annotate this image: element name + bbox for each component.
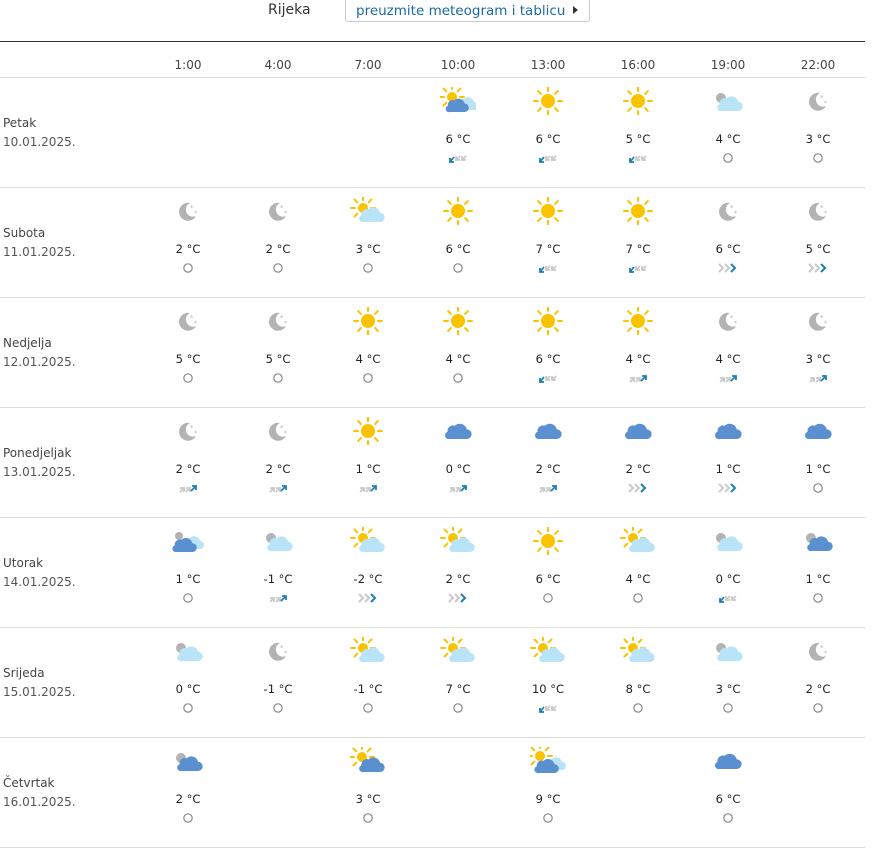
nw-wind-icon [536, 370, 560, 386]
moon-icon [260, 197, 296, 225]
ne-wind-icon [446, 480, 470, 496]
hours-header [0, 58, 877, 78]
temperature: 3 °C [355, 792, 381, 806]
day-date: 15.01.2025. [3, 685, 76, 699]
svg-text:*: * [284, 430, 287, 437]
svg-text:*: * [190, 314, 194, 322]
moon-icon [170, 417, 206, 445]
svg-text:*: * [194, 430, 197, 437]
moon-cloud-icon [800, 527, 836, 555]
sun-icon [440, 197, 476, 225]
sun-cloud-cloud-icon [440, 87, 476, 115]
temperature: 5 °C [175, 352, 201, 366]
temperature: 0 °C [445, 462, 471, 476]
day-name: Ponedjeljak [3, 446, 72, 460]
svg-text:*: * [190, 424, 194, 432]
moon-icon [800, 307, 836, 335]
temperature: 1 °C [355, 462, 381, 476]
sun-icon [620, 307, 656, 335]
svg-text:*: * [280, 204, 284, 212]
forecast-cell [238, 298, 318, 408]
moon-icon [710, 307, 746, 335]
forecast-cell [418, 188, 498, 298]
temperature: 5 °C [625, 132, 651, 146]
hour-label: 4:00 [264, 58, 292, 72]
moon-icon [800, 87, 836, 115]
hour-label: 7:00 [354, 58, 382, 72]
cloudy-icon [170, 527, 206, 555]
calm-icon [356, 370, 380, 386]
partly-cloudy-icon [710, 527, 746, 555]
temperature: 7 °C [445, 682, 471, 696]
temperature: 9 °C [535, 792, 561, 806]
day-name: Petak [3, 116, 37, 130]
temperature: 7 °C [535, 242, 561, 256]
day-name: Subota [3, 226, 46, 240]
forecast-cell [328, 298, 408, 408]
temperature: 4 °C [715, 132, 741, 146]
temperature: 6 °C [445, 242, 471, 256]
forecast-cell [598, 78, 678, 188]
day-row [0, 298, 877, 408]
svg-text:*: * [730, 314, 734, 322]
day-date: 12.01.2025. [3, 355, 76, 369]
download-meteogram-button[interactable] [345, 0, 590, 22]
forecast-cell [328, 628, 408, 738]
moon-icon [800, 637, 836, 665]
sun-icon [350, 417, 386, 445]
forecast-cell [598, 298, 678, 408]
temperature: 2 °C [175, 462, 201, 476]
forecast-cell [688, 628, 768, 738]
svg-text:*: * [280, 424, 284, 432]
svg-text:*: * [824, 100, 827, 107]
calm-icon [176, 260, 200, 276]
moon-icon [170, 197, 206, 225]
sun-cloud-icon [350, 527, 386, 555]
nw-wind-icon [716, 590, 740, 606]
calm-icon [806, 700, 830, 716]
forecast-cell [688, 408, 768, 518]
svg-text:*: * [284, 210, 287, 217]
forecast-cell [328, 408, 408, 518]
svg-text:*: * [824, 320, 827, 327]
temperature: 4 °C [625, 572, 651, 586]
ne-wind-icon [176, 480, 200, 496]
row-divider [0, 847, 865, 848]
sun-icon [530, 197, 566, 225]
temperature: 4 °C [715, 352, 741, 366]
temperature: 1 °C [715, 462, 741, 476]
partly-cloudy-icon [170, 637, 206, 665]
svg-text:*: * [280, 644, 284, 652]
sun-cloud-icon [440, 527, 476, 555]
svg-text:*: * [280, 314, 284, 322]
temperature: 6 °C [715, 242, 741, 256]
forecast-cell [688, 738, 768, 848]
forecast-cell [508, 738, 588, 848]
calm-icon [716, 810, 740, 826]
forecast-cell [148, 188, 228, 298]
calm-icon [446, 370, 470, 386]
svg-text:*: * [820, 94, 824, 102]
temperature: 4 °C [445, 352, 471, 366]
e-wind-icon [626, 480, 650, 496]
day-name: Utorak [3, 556, 44, 570]
moon-icon [710, 197, 746, 225]
forecast-cell [598, 188, 678, 298]
temperature: 3 °C [805, 132, 831, 146]
calm-icon [176, 590, 200, 606]
forecast-cell [148, 628, 228, 738]
temperature: 6 °C [445, 132, 471, 146]
cloud-icon [710, 417, 746, 445]
sun-icon [620, 87, 656, 115]
sun-icon [350, 307, 386, 335]
nw-wind-icon [536, 700, 560, 716]
download-meteogram-label: preuzmite meteogram i tablicu [356, 3, 566, 19]
temperature: 2 °C [535, 462, 561, 476]
forecast-cell [688, 518, 768, 628]
temperature: 5 °C [265, 352, 291, 366]
temperature: 3 °C [715, 682, 741, 696]
forecast-cell [508, 188, 588, 298]
day-row [0, 738, 877, 848]
city-name: Rijeka [268, 2, 311, 18]
hour-label: 10:00 [440, 58, 476, 72]
svg-text:*: * [284, 320, 287, 327]
cloud-icon [620, 417, 656, 445]
sun-icon [530, 307, 566, 335]
forecast-cell [238, 408, 318, 518]
temperature: 6 °C [535, 352, 561, 366]
nw-wind-icon [536, 260, 560, 276]
sun-cloud-icon [530, 637, 566, 665]
forecast-cell [778, 78, 858, 188]
partly-cloudy-icon [260, 527, 296, 555]
forecast-cell [778, 628, 858, 738]
forecast-cell [238, 628, 318, 738]
svg-text:*: * [194, 320, 197, 327]
e-wind-icon [446, 590, 470, 606]
svg-text:*: * [824, 650, 827, 657]
nw-wind-icon [626, 150, 650, 166]
calm-icon [356, 260, 380, 276]
day-date: 10.01.2025. [3, 135, 76, 149]
temperature: 10 °C [531, 682, 565, 696]
nw-wind-icon [446, 150, 470, 166]
forecast-cell [778, 188, 858, 298]
temperature: 0 °C [715, 572, 741, 586]
svg-text:*: * [190, 204, 194, 212]
calm-icon [626, 590, 650, 606]
cloud-icon [440, 417, 476, 445]
calm-icon [266, 260, 290, 276]
moon-icon [260, 417, 296, 445]
sun-dark-cloud2-icon [530, 747, 566, 775]
hour-label: 19:00 [710, 58, 746, 72]
ne-wind-icon [536, 480, 560, 496]
calm-icon [176, 370, 200, 386]
moon-cloud-icon [170, 747, 206, 775]
calm-icon [536, 590, 560, 606]
calm-icon [716, 700, 740, 716]
partly-cloudy-icon [710, 637, 746, 665]
sun-cloud-icon [440, 637, 476, 665]
temperature: 6 °C [535, 132, 561, 146]
forecast-cell [418, 78, 498, 188]
ne-wind-icon [356, 480, 380, 496]
ne-wind-icon [626, 370, 650, 386]
forecast-cell [328, 188, 408, 298]
calm-icon [176, 810, 200, 826]
forecast-cell [778, 518, 858, 628]
forecast-cell [508, 408, 588, 518]
forecast-cell [238, 188, 318, 298]
moon-icon [170, 307, 206, 335]
calm-icon [806, 480, 830, 496]
temperature: 2 °C [175, 242, 201, 256]
day-row [0, 628, 877, 738]
svg-text:*: * [734, 210, 737, 217]
forecast-cell [328, 738, 408, 848]
moon-icon [260, 307, 296, 335]
temperature: 2 °C [445, 572, 471, 586]
e-wind-icon [716, 260, 740, 276]
partly-cloudy-icon [710, 87, 746, 115]
temperature: 4 °C [355, 352, 381, 366]
forecast-cell [688, 298, 768, 408]
calm-icon [716, 150, 740, 166]
cloud-icon [530, 417, 566, 445]
forecast-cell [598, 408, 678, 518]
svg-text:*: * [734, 320, 737, 327]
forecast-cell [148, 298, 228, 408]
svg-text:*: * [820, 644, 824, 652]
svg-text:*: * [194, 210, 197, 217]
sun-icon [530, 527, 566, 555]
forecast-cell [418, 298, 498, 408]
temperature: 2 °C [625, 462, 651, 476]
sun-cloud-icon [350, 197, 386, 225]
hour-label: 16:00 [620, 58, 656, 72]
forecast-cell [508, 628, 588, 738]
forecast-cell [148, 738, 228, 848]
calm-icon [446, 700, 470, 716]
day-row [0, 408, 877, 518]
temperature: 8 °C [625, 682, 651, 696]
svg-text:*: * [820, 204, 824, 212]
temperature: -1 °C [263, 682, 293, 696]
hour-label: 22:00 [800, 58, 836, 72]
nw-wind-icon [536, 150, 560, 166]
sun-cloud-icon [350, 637, 386, 665]
temperature: 4 °C [625, 352, 651, 366]
svg-text:*: * [284, 650, 287, 657]
sun-icon [620, 197, 656, 225]
calm-icon [806, 590, 830, 606]
calm-icon [356, 810, 380, 826]
temperature: 3 °C [805, 352, 831, 366]
e-wind-icon [356, 590, 380, 606]
day-row [0, 78, 877, 188]
forecast-cell [688, 78, 768, 188]
forecast-cell [778, 408, 858, 518]
temperature: 1 °C [175, 572, 201, 586]
nw-wind-icon [626, 260, 650, 276]
cloud-icon [710, 747, 746, 775]
ne-wind-icon [266, 480, 290, 496]
temperature: 2 °C [805, 682, 831, 696]
calm-icon [176, 700, 200, 716]
calm-icon [806, 150, 830, 166]
day-name: Četvrtak [3, 776, 55, 790]
temperature: -1 °C [353, 682, 383, 696]
sun-dark-cloud-icon [350, 747, 386, 775]
top-bar [0, 0, 877, 30]
sun-icon [440, 307, 476, 335]
svg-text:*: * [820, 314, 824, 322]
svg-text:*: * [730, 204, 734, 212]
forecast-cell [508, 78, 588, 188]
temperature: 5 °C [805, 242, 831, 256]
day-row [0, 518, 877, 628]
day-name: Srijeda [3, 666, 45, 680]
temperature: 1 °C [805, 462, 831, 476]
temperature: 2 °C [265, 242, 291, 256]
temperature: 0 °C [175, 682, 201, 696]
day-row [0, 188, 877, 298]
temperature: 3 °C [355, 242, 381, 256]
calm-icon [266, 700, 290, 716]
ne-wind-icon [806, 370, 830, 386]
hour-label: 1:00 [174, 58, 202, 72]
caret-right-icon [573, 6, 578, 14]
temperature: 1 °C [805, 572, 831, 586]
cloud-icon [800, 417, 836, 445]
temperature: 2 °C [175, 792, 201, 806]
e-wind-icon [806, 260, 830, 276]
forecast-cell [778, 298, 858, 408]
day-date: 11.01.2025. [3, 245, 76, 259]
hour-label: 13:00 [530, 58, 566, 72]
forecast-cell [328, 518, 408, 628]
temperature: 6 °C [715, 792, 741, 806]
svg-text:*: * [824, 210, 827, 217]
moon-icon [800, 197, 836, 225]
forecast-cell [418, 628, 498, 738]
forecast-cell [508, 298, 588, 408]
e-wind-icon [716, 480, 740, 496]
day-date: 13.01.2025. [3, 465, 76, 479]
temperature: 6 °C [535, 572, 561, 586]
calm-icon [536, 810, 560, 826]
forecast-cell [688, 188, 768, 298]
calm-icon [446, 260, 470, 276]
calm-icon [356, 700, 380, 716]
sun-cloud-icon [620, 637, 656, 665]
forecast-cell [418, 408, 498, 518]
calm-icon [626, 700, 650, 716]
moon-icon [260, 637, 296, 665]
forecast-cell [238, 518, 318, 628]
temperature: 2 °C [265, 462, 291, 476]
temperature: -2 °C [353, 572, 383, 586]
sun-icon [530, 87, 566, 115]
day-date: 16.01.2025. [3, 795, 76, 809]
header-divider [0, 41, 865, 42]
forecast-cell [508, 518, 588, 628]
forecast-cell [148, 518, 228, 628]
calm-icon [266, 370, 290, 386]
temperature: -1 °C [263, 572, 293, 586]
forecast-cell [598, 518, 678, 628]
forecast-cell [418, 518, 498, 628]
ne-wind-icon [716, 370, 740, 386]
sun-cloud-icon [620, 527, 656, 555]
temperature: 7 °C [625, 242, 651, 256]
forecast-cell [148, 408, 228, 518]
ne-wind-icon [266, 590, 290, 606]
forecast-cell [598, 628, 678, 738]
day-date: 14.01.2025. [3, 575, 76, 589]
day-name: Nedjelja [3, 336, 52, 350]
